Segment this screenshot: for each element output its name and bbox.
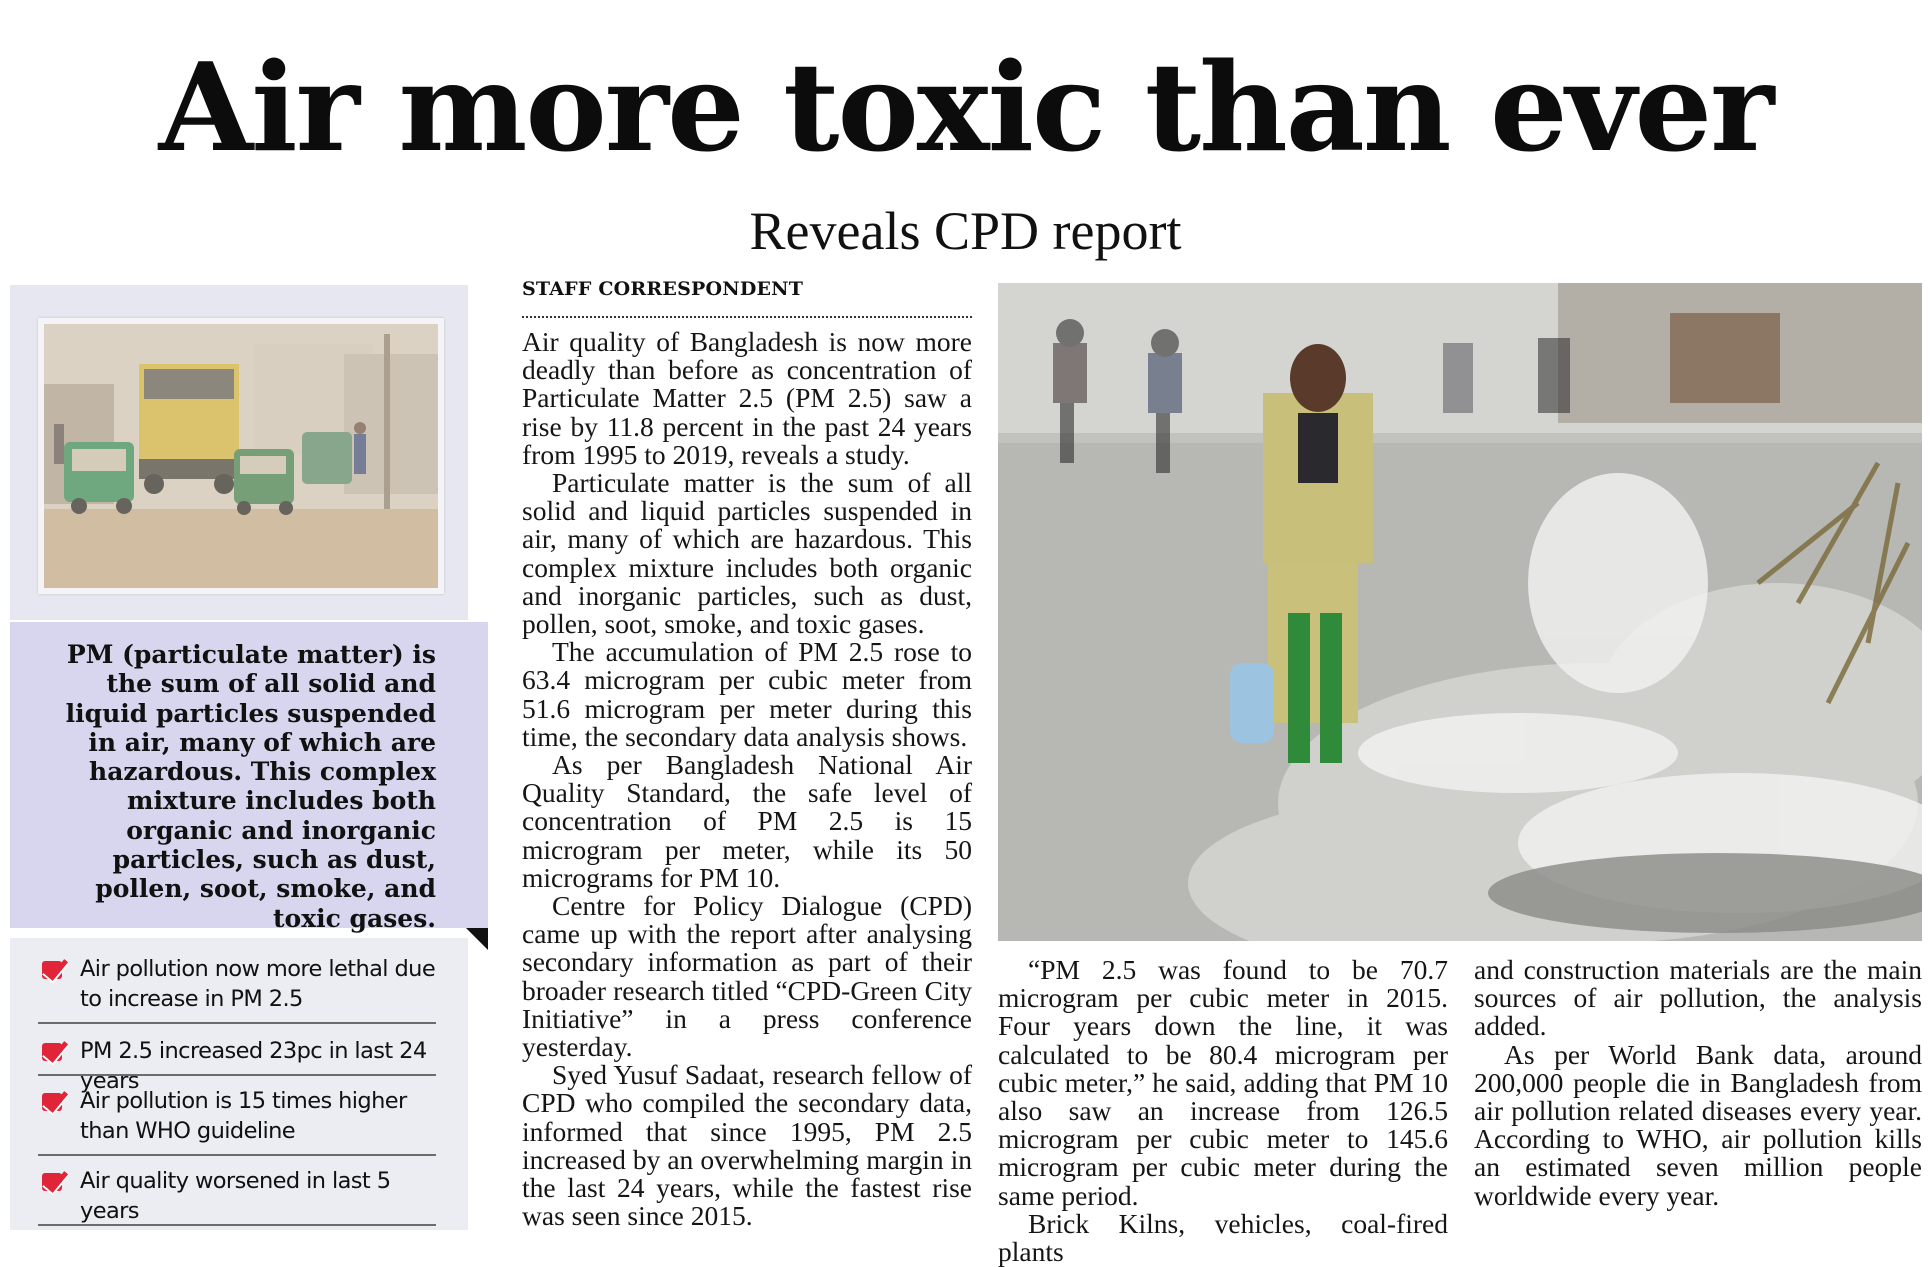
key-point (38, 954, 436, 1014)
article-column-3 (1474, 956, 1922, 1210)
callout-text: PM (particulate matter) is the sum of all solid and liquid particles suspended in air, many of which are hazardous. This complex mixture includes both organic and inorganic particles, such as dust, pollen, soot, smoke, and toxic gases. (65, 640, 436, 933)
paragraph: As per World Bank data, around 200,000 people die in Bangladesh from air pollution related diseases every year. According to WHO, air pollution kills an estimated seven million people worldwide every year. (1474, 1038, 1922, 1211)
key-point (38, 1166, 436, 1226)
check-icon (42, 1043, 62, 1061)
key-point-text: Air quality worsened in last 5 years (80, 1168, 391, 1224)
inset-photo (38, 318, 444, 594)
key-point-text: Air pollution is 15 times higher than WHO guideline (80, 1088, 407, 1144)
check-icon (42, 1093, 62, 1111)
divider (38, 1224, 436, 1226)
divider (38, 1154, 436, 1156)
article-column-2 (998, 956, 1448, 1266)
key-point (38, 1086, 436, 1146)
main-photo (998, 283, 1922, 941)
main-photo-illustration (998, 283, 1922, 941)
check-icon (42, 961, 62, 979)
paragraph: Syed Yusuf Sadaat, research fellow of CPD who compiled the secondary data, informed that since 1995, PM 2.5 increased by an overwhelming margin in the last 24 years, while the fastest rise was seen since 2015. (522, 1059, 972, 1232)
key-point-text: PM 2.5 increased 23pc in last 24 years (80, 1038, 427, 1094)
divider (38, 1074, 436, 1076)
paragraph: Air quality of Bangladesh is now more deadly than before as concentration of Particulate Matter 2.5 (PM 2.5) saw a rise by 11.8 percent in the past 24 years from 1995 to 2019, reveals a study. (522, 326, 972, 470)
headline: Air more toxic than ever (158, 35, 1773, 179)
byline: STAFF CORRESPONDENT (522, 278, 972, 318)
inset-photo-illustration (44, 324, 438, 588)
paragraph: Centre for Policy Dialogue (CPD) came up with the report after analysing secondary information as part of their broader research titled “CPD-Green City Initiative” in a press conference yesterday. (522, 890, 972, 1063)
paragraph: Brick Kilns, vehicles, coal-fired plants (998, 1207, 1448, 1267)
key-point-text: Air pollution now more lethal due to increase in PM 2.5 (80, 956, 436, 1012)
article-column-1 (522, 328, 972, 1231)
paragraph: and construction materials are the main sources of air pollution, the analysis added. (1474, 954, 1922, 1042)
paragraph: As per Bangladesh National Air Quality Standard, the safe level of concentration of PM 2.5 is 15 microgram per meter, while its 50 micrograms for PM 10. (522, 749, 972, 893)
paragraph: “PM 2.5 was found to be 70.7 microgram per cubic meter in 2015. Four years down the line, it was calculated to be 80.4 microgram per cubic meter,” he said, adding that PM 10 also saw an increase from 126.5 microgram per cubic meter to 145.6 microgram per cubic meter during the same period. (998, 954, 1448, 1211)
check-icon (42, 1173, 62, 1191)
divider (38, 1022, 436, 1024)
callout-pointer (466, 928, 488, 950)
paragraph: Particulate matter is the sum of all solid and liquid particles suspended in air, many of which are hazardous. This complex mixture includes both organic and inorganic particles, such as dust, pollen, soot, smoke, and toxic gases. (522, 467, 972, 640)
paragraph: The accumulation of PM 2.5 rose to 63.4 microgram per cubic meter from 51.6 microgram per meter during this time, the secondary data analysis shows. (522, 636, 972, 752)
subheadline: Reveals CPD report (749, 201, 1182, 261)
